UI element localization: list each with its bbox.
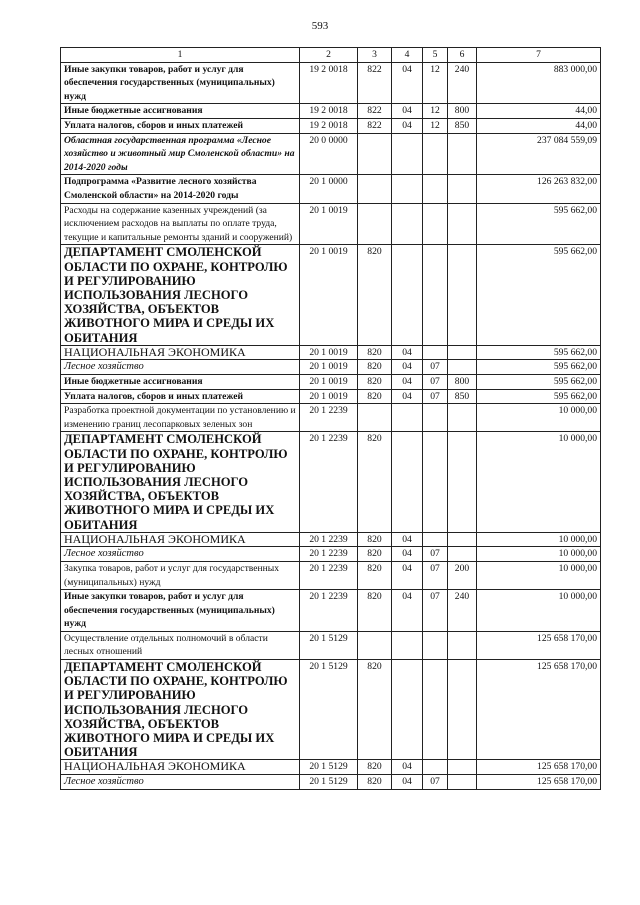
cell-section-code: 04 xyxy=(392,389,423,404)
column-header: 7 xyxy=(477,48,601,63)
column-header: 4 xyxy=(392,48,423,63)
cell-expense-type-code xyxy=(448,345,477,360)
table-row xyxy=(61,775,601,790)
cell-expense-type-code xyxy=(448,532,477,547)
cell-target-code: 19 2 0018 xyxy=(300,118,358,133)
cell-section-code: 04 xyxy=(392,62,423,104)
table-row xyxy=(61,631,601,659)
table-row xyxy=(61,62,601,104)
column-header: 6 xyxy=(448,48,477,63)
cell-amount: 126 263 832,00 xyxy=(477,175,601,203)
cell-target-code: 20 1 0019 xyxy=(300,245,358,345)
cell-subsection-code xyxy=(423,631,448,659)
cell-dept-code xyxy=(358,404,392,432)
cell-section-code xyxy=(392,133,423,175)
cell-section-code: 04 xyxy=(392,590,423,632)
cell-row-label: НАЦИОНАЛЬНАЯ ЭКОНОМИКА xyxy=(61,760,300,775)
cell-target-code: 19 2 0018 xyxy=(300,104,358,119)
cell-target-code: 20 1 5129 xyxy=(300,775,358,790)
table-row xyxy=(61,561,601,589)
cell-section-code xyxy=(392,175,423,203)
cell-expense-type-code: 200 xyxy=(448,561,477,589)
table-row xyxy=(61,118,601,133)
cell-amount: 595 662,00 xyxy=(477,389,601,404)
table-row xyxy=(61,404,601,432)
cell-target-code: 20 0 0000 xyxy=(300,133,358,175)
cell-subsection-code: 07 xyxy=(423,547,448,562)
table-row xyxy=(61,203,601,245)
cell-target-code: 20 1 0019 xyxy=(300,345,358,360)
cell-expense-type-code xyxy=(448,631,477,659)
table-row xyxy=(61,532,601,547)
table-row xyxy=(61,104,601,119)
cell-expense-type-code xyxy=(448,133,477,175)
cell-amount: 10 000,00 xyxy=(477,547,601,562)
cell-row-label: Уплата налогов, сборов и иных платежей xyxy=(61,389,300,404)
cell-section-code: 04 xyxy=(392,104,423,119)
cell-dept-code: 822 xyxy=(358,118,392,133)
cell-section-code xyxy=(392,203,423,245)
cell-row-label: Осуществление отдельных полномочий в области лесных отношений xyxy=(61,631,300,659)
cell-row-label: НАЦИОНАЛЬНАЯ ЭКОНОМИКА xyxy=(61,532,300,547)
cell-amount: 125 658 170,00 xyxy=(477,631,601,659)
cell-row-label: ДЕПАРТАМЕНТ СМОЛЕНСКОЙ ОБЛАСТИ ПО ОХРАНЕ, КОНТРОЛЮ И РЕГУЛИРОВАНИЮ ИСПОЛЬЗОВАНИЯ ЛЕСНОГО ХОЗЯЙСТВА, ОБЪЕКТОВ ЖИВОТНОГО МИРА И СРЕДЫ ИХ ОБИТАНИЯ xyxy=(61,432,300,532)
cell-target-code: 20 1 0000 xyxy=(300,175,358,203)
cell-target-code: 20 1 2239 xyxy=(300,561,358,589)
cell-subsection-code: 07 xyxy=(423,374,448,389)
cell-dept-code: 820 xyxy=(358,360,392,375)
table-row xyxy=(61,389,601,404)
cell-dept-code xyxy=(358,203,392,245)
cell-dept-code: 820 xyxy=(358,547,392,562)
cell-section-code: 04 xyxy=(392,547,423,562)
cell-dept-code xyxy=(358,175,392,203)
table-row xyxy=(61,374,601,389)
cell-target-code: 20 1 5129 xyxy=(300,631,358,659)
cell-dept-code: 820 xyxy=(358,345,392,360)
cell-subsection-code xyxy=(423,660,448,760)
cell-subsection-code: 12 xyxy=(423,118,448,133)
cell-expense-type-code xyxy=(448,404,477,432)
cell-row-label: Разработка проектной документации по установлению и изменению границ лесопарковых зеленых зон xyxy=(61,404,300,432)
cell-expense-type-code xyxy=(448,775,477,790)
cell-dept-code: 820 xyxy=(358,660,392,760)
budget-table xyxy=(60,47,601,790)
table-header-row xyxy=(61,48,601,63)
cell-amount: 125 658 170,00 xyxy=(477,660,601,760)
cell-target-code: 20 1 0019 xyxy=(300,360,358,375)
cell-dept-code: 820 xyxy=(358,245,392,345)
cell-row-label: ДЕПАРТАМЕНТ СМОЛЕНСКОЙ ОБЛАСТИ ПО ОХРАНЕ, КОНТРОЛЮ И РЕГУЛИРОВАНИЮ ИСПОЛЬЗОВАНИЯ ЛЕСНОГО ХОЗЯЙСТВА, ОБЪЕКТОВ ЖИВОТНОГО МИРА И СРЕДЫ ИХ ОБИТАНИЯ xyxy=(61,660,300,760)
cell-expense-type-code: 240 xyxy=(448,590,477,632)
cell-target-code: 20 1 0019 xyxy=(300,203,358,245)
cell-expense-type-code xyxy=(448,432,477,532)
cell-expense-type-code: 800 xyxy=(448,104,477,119)
cell-subsection-code xyxy=(423,203,448,245)
cell-target-code: 20 1 2239 xyxy=(300,432,358,532)
cell-subsection-code: 12 xyxy=(423,62,448,104)
cell-amount: 883 000,00 xyxy=(477,62,601,104)
table-row xyxy=(61,360,601,375)
cell-row-label: Подпрограмма «Развитие лесного хозяйства Смоленской области» на 2014-2020 годы xyxy=(61,175,300,203)
cell-target-code: 20 1 2239 xyxy=(300,590,358,632)
cell-subsection-code xyxy=(423,345,448,360)
cell-dept-code: 820 xyxy=(358,760,392,775)
cell-expense-type-code: 240 xyxy=(448,62,477,104)
table-row xyxy=(61,133,601,175)
cell-subsection-code xyxy=(423,760,448,775)
cell-section-code xyxy=(392,631,423,659)
cell-expense-type-code: 850 xyxy=(448,389,477,404)
cell-section-code: 04 xyxy=(392,118,423,133)
cell-subsection-code xyxy=(423,532,448,547)
cell-expense-type-code xyxy=(448,360,477,375)
cell-expense-type-code xyxy=(448,547,477,562)
cell-section-code: 04 xyxy=(392,345,423,360)
cell-expense-type-code xyxy=(448,175,477,203)
cell-subsection-code: 07 xyxy=(423,389,448,404)
table-row xyxy=(61,760,601,775)
cell-dept-code: 820 xyxy=(358,432,392,532)
table-row xyxy=(61,660,601,760)
cell-row-label: Иные закупки товаров, работ и услуг для обеспечения государственных (муниципальных) нужд xyxy=(61,590,300,632)
cell-section-code: 04 xyxy=(392,760,423,775)
cell-amount: 125 658 170,00 xyxy=(477,775,601,790)
cell-row-label: Уплата налогов, сборов и иных платежей xyxy=(61,118,300,133)
cell-target-code: 20 1 2239 xyxy=(300,404,358,432)
cell-dept-code: 820 xyxy=(358,374,392,389)
table-row xyxy=(61,345,601,360)
cell-amount: 10 000,00 xyxy=(477,590,601,632)
cell-dept-code: 820 xyxy=(358,561,392,589)
cell-expense-type-code xyxy=(448,245,477,345)
cell-subsection-code: 07 xyxy=(423,590,448,632)
cell-dept-code: 822 xyxy=(358,62,392,104)
cell-row-label: Лесное хозяйство xyxy=(61,360,300,375)
cell-section-code: 04 xyxy=(392,775,423,790)
cell-expense-type-code xyxy=(448,203,477,245)
column-header: 5 xyxy=(423,48,448,63)
cell-subsection-code xyxy=(423,404,448,432)
cell-target-code: 19 2 0018 xyxy=(300,62,358,104)
cell-expense-type-code xyxy=(448,660,477,760)
cell-dept-code: 820 xyxy=(358,389,392,404)
cell-section-code: 04 xyxy=(392,374,423,389)
cell-expense-type-code xyxy=(448,760,477,775)
cell-subsection-code: 07 xyxy=(423,561,448,589)
cell-expense-type-code: 850 xyxy=(448,118,477,133)
cell-dept-code: 820 xyxy=(358,590,392,632)
cell-row-label: Расходы на содержание казенных учреждений (за исключением расходов на выплаты по оплате труда, текущие и капитальные ремонты зданий и сооружений) xyxy=(61,203,300,245)
cell-section-code: 04 xyxy=(392,561,423,589)
cell-amount: 595 662,00 xyxy=(477,360,601,375)
cell-amount: 595 662,00 xyxy=(477,345,601,360)
cell-section-code xyxy=(392,404,423,432)
cell-row-label: Областная государственная программа «Лесное хозяйство и животный мир Смоленской области» на 2014-2020 годы xyxy=(61,133,300,175)
cell-amount: 237 084 559,09 xyxy=(477,133,601,175)
cell-row-label: Лесное хозяйство xyxy=(61,775,300,790)
cell-section-code xyxy=(392,245,423,345)
cell-amount: 595 662,00 xyxy=(477,245,601,345)
cell-subsection-code: 12 xyxy=(423,104,448,119)
cell-amount: 595 662,00 xyxy=(477,374,601,389)
cell-amount: 595 662,00 xyxy=(477,203,601,245)
cell-section-code: 04 xyxy=(392,532,423,547)
cell-amount: 10 000,00 xyxy=(477,532,601,547)
cell-amount: 10 000,00 xyxy=(477,432,601,532)
cell-target-code: 20 1 2239 xyxy=(300,532,358,547)
cell-target-code: 20 1 0019 xyxy=(300,374,358,389)
cell-row-label: НАЦИОНАЛЬНАЯ ЭКОНОМИКА xyxy=(61,345,300,360)
cell-target-code: 20 1 5129 xyxy=(300,660,358,760)
table-row xyxy=(61,245,601,345)
cell-subsection-code xyxy=(423,175,448,203)
cell-row-label: Иные бюджетные ассигнования xyxy=(61,374,300,389)
cell-dept-code xyxy=(358,631,392,659)
cell-dept-code: 820 xyxy=(358,775,392,790)
cell-row-label: Лесное хозяйство xyxy=(61,547,300,562)
page-number: 593 xyxy=(311,20,329,32)
cell-subsection-code xyxy=(423,432,448,532)
column-header: 2 xyxy=(300,48,358,63)
cell-target-code: 20 1 5129 xyxy=(300,760,358,775)
cell-row-label: Иные закупки товаров, работ и услуг для обеспечения государственных (муниципальных) нужд xyxy=(61,62,300,104)
cell-amount: 44,00 xyxy=(477,104,601,119)
cell-amount: 125 658 170,00 xyxy=(477,760,601,775)
table-row xyxy=(61,590,601,632)
cell-section-code xyxy=(392,660,423,760)
cell-subsection-code xyxy=(423,133,448,175)
cell-dept-code xyxy=(358,133,392,175)
cell-dept-code: 820 xyxy=(358,532,392,547)
cell-expense-type-code: 800 xyxy=(448,374,477,389)
cell-row-label: ДЕПАРТАМЕНТ СМОЛЕНСКОЙ ОБЛАСТИ ПО ОХРАНЕ, КОНТРОЛЮ И РЕГУЛИРОВАНИЮ ИСПОЛЬЗОВАНИЯ ЛЕСНОГО ХОЗЯЙСТВА, ОБЪЕКТОВ ЖИВОТНОГО МИРА И СРЕДЫ ИХ ОБИТАНИЯ xyxy=(61,245,300,345)
cell-row-label: Иные бюджетные ассигнования xyxy=(61,104,300,119)
cell-amount: 10 000,00 xyxy=(477,404,601,432)
cell-subsection-code: 07 xyxy=(423,775,448,790)
table-row xyxy=(61,547,601,562)
cell-subsection-code xyxy=(423,245,448,345)
cell-amount: 10 000,00 xyxy=(477,561,601,589)
cell-target-code: 20 1 0019 xyxy=(300,389,358,404)
table-row xyxy=(61,432,601,532)
cell-subsection-code: 07 xyxy=(423,360,448,375)
cell-amount: 44,00 xyxy=(477,118,601,133)
table-row xyxy=(61,175,601,203)
cell-dept-code: 822 xyxy=(358,104,392,119)
cell-row-label: Закупка товаров, работ и услуг для государственных (муниципальных) нужд xyxy=(61,561,300,589)
column-header: 1 xyxy=(61,48,300,63)
cell-target-code: 20 1 2239 xyxy=(300,547,358,562)
cell-section-code xyxy=(392,432,423,532)
column-header: 3 xyxy=(358,48,392,63)
cell-section-code: 04 xyxy=(392,360,423,375)
